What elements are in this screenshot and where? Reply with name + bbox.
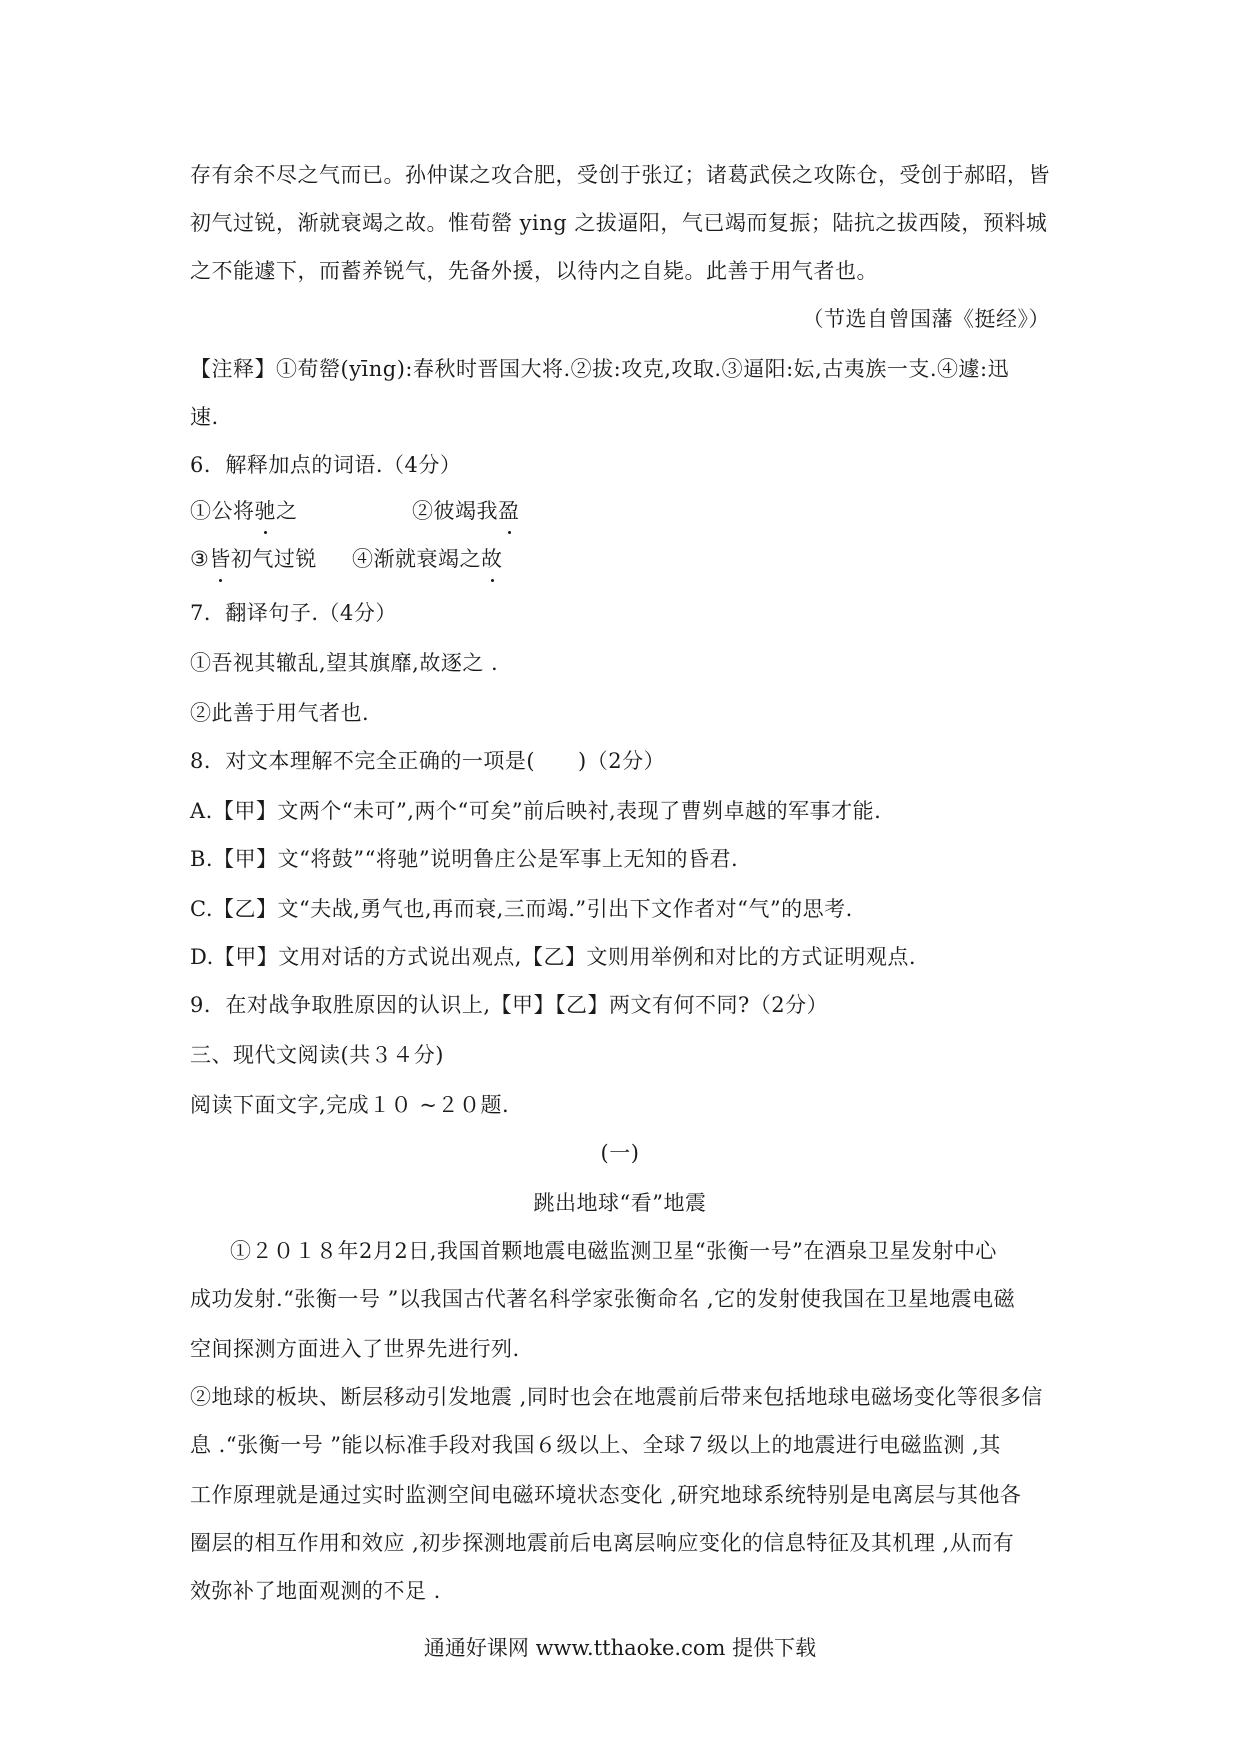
dotted-char: 盈 [498, 496, 520, 526]
section-instruction: 阅读下面文字,完成１０ ~２０题. [190, 1093, 510, 1117]
question-8-option-a: A.【甲】文两个“未可”,两个“可矣”前后映衬,表现了曹刿卓越的军事才能. [190, 799, 882, 823]
question-8-option-c: C.【乙】文“夫战,勇气也,再而衰,三而竭.”引出下文作者对“气”的思考. [190, 897, 853, 921]
passage-line: 初气过锐，渐就衰竭之故。惟荀罃 ying 之拔逼阳，气已竭而复振；陆抗之拔西陵，预料城 [190, 211, 1048, 235]
part-label: (一) [600, 1141, 640, 1165]
question-7-item: ①吾视其辙乱,望其旗靡,故逐之 . [190, 651, 499, 675]
question-6-row-2 [190, 544, 503, 574]
question-6-stem: 6．解释加点的词语.（4分） [190, 453, 462, 477]
paragraph-line: ②地球的板块、断层移动引发地震 ,同时也会在地震前后带来包括地球电磁场变化等很多信 [190, 1385, 1043, 1409]
question-9: 9．在对战争取胜原因的认识上,【甲】【乙】两文有何不同?（2分） [190, 993, 829, 1017]
question-8-stem: 8．对文本理解不完全正确的一项是( )（2分） [190, 749, 666, 773]
question-8-option-b: B.【甲】文“将鼓”“将驰”说明鲁庄公是军事上无知的昏君. [190, 847, 739, 871]
q6-item: ①公将驰之 [190, 496, 412, 526]
notes-line: 【注释】①荀罃(yīng):春秋时晋国大将.②拔:攻克,攻取.③逼阳:妘,古夷族一支.④遽:迅 [190, 357, 1010, 381]
q6-item: ③皆初气过锐 [190, 544, 352, 574]
paragraph-line: 工作原理就是通过实时监测空间电磁环境状态变化 ,研究地球系统特别是电离层与其他各 [190, 1483, 1022, 1507]
footer-watermark: 通通好课网 www.tthaoke.com 提供下载 [423, 1636, 817, 1660]
paragraph-line: 成功发射.“张衡一号 ”以我国古代著名科学家张衡命名 ,它的发射使我国在卫星地震电磁 [190, 1287, 1016, 1311]
question-8-option-d: D.【甲】文用对话的方式说出观点,【乙】文则用举例和对比的方式证明观点. [190, 945, 917, 969]
q6-item: ②彼竭我盈 [412, 496, 520, 526]
passage-line: 存有余不尽之气而已。孙仲谋之攻合肥，受创于张辽；诸葛武侯之攻陈仓，受创于郝昭，皆 [190, 163, 1050, 187]
dotted-char: 皆 [209, 544, 231, 574]
paragraph-line: 息 .“张衡一号 ”能以标准手段对我国６级以上、全球７级以上的地震进行电磁监测 ,其 [190, 1433, 1001, 1457]
paragraph-line: 空间探测方面进入了世界先进行列. [190, 1337, 520, 1361]
paragraph-line: ①２０１８年2月2日,我国首颗地震电磁监测卫星“张衡一号”在酒泉卫星发射中心 [230, 1239, 997, 1263]
dotted-char: 故 [481, 544, 503, 574]
question-6-row-1 [190, 496, 520, 526]
article-title: 跳出地球“看”地震 [533, 1191, 707, 1215]
section-heading: 三、现代文阅读(共３４分) [190, 1043, 444, 1067]
paragraph-line: 圈层的相互作用和效应 ,初步探测地震前后电离层响应变化的信息特征及其机理 ,从而有 [190, 1531, 1015, 1555]
passage-line: 之不能遽下，而蓄养锐气，先备外援，以待内之自毙。此善于用气者也。 [190, 259, 878, 283]
question-7-stem: 7．翻译句子.（4分） [190, 601, 397, 625]
source-citation: （节选自曾国藩《挺经》） [802, 307, 1050, 331]
question-7-item: ②此善于用气者也. [190, 701, 370, 725]
paragraph-line: 效弥补了地面观测的不足 . [190, 1579, 441, 1603]
dotted-char: 驰 [255, 496, 277, 526]
notes-line: 速. [190, 405, 219, 429]
q6-item: ④渐就衰竭之故 [352, 544, 503, 574]
